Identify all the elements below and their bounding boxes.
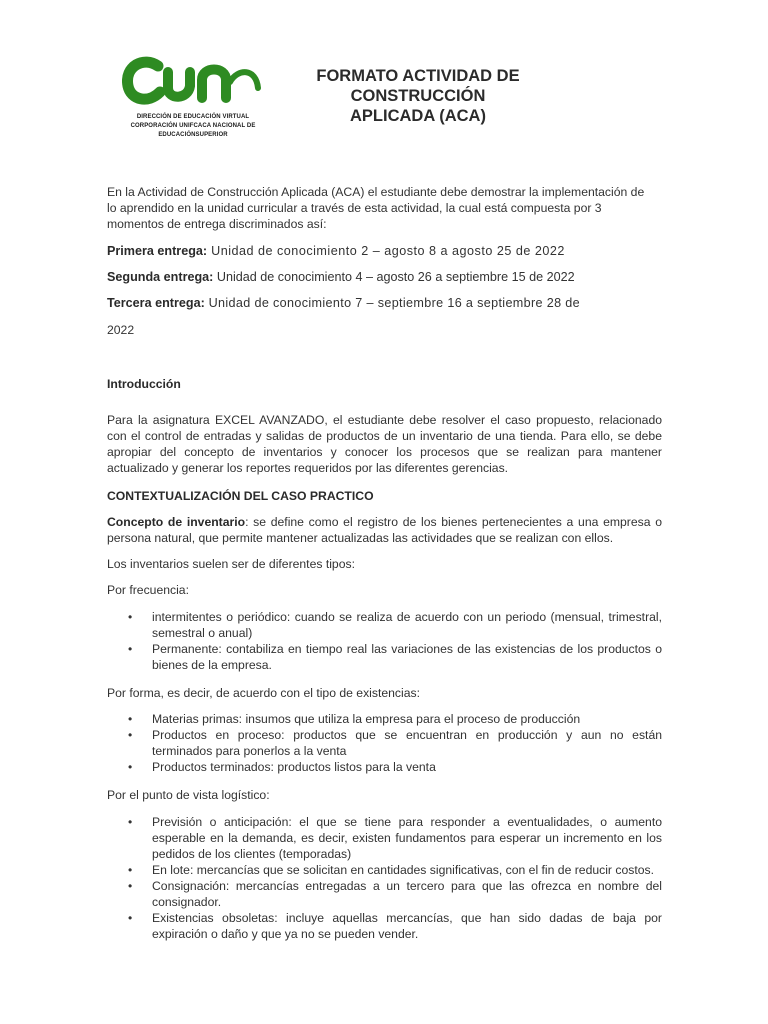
logistic-list — [107, 814, 662, 942]
delivery-text: Unidad de conocimiento 7 – septiembre 16 a septiembre 28 de — [204, 296, 581, 310]
delivery-3-continuation: 2022 — [107, 323, 135, 337]
delivery-label: Tercera entrega: — [107, 296, 205, 310]
section-heading — [107, 376, 662, 392]
concept-text: : se define como el registro de los bienes pertenecientes a una empresa o persona natural, que permite mantener actualizadas las actividades que se realizan con ellos. — [107, 515, 662, 545]
cun-logo — [122, 52, 262, 108]
list-item: • Existencias obsoletas: incluye aquellas mercancías, que han sido dadas de baja por expiración o daño y que ya no se pueden vender. — [107, 910, 662, 942]
list-item: • Materias primas: insumos que utiliza la empresa para el proceso de producción — [107, 711, 662, 727]
logistic-label: Por el punto de vista logístico: — [107, 788, 270, 802]
frequency-list — [107, 609, 662, 673]
list-item: • Productos en proceso: productos que se encuentran en producción y aun no están terminados para ponerlos a la venta — [107, 727, 662, 759]
logo-caption — [118, 113, 268, 140]
delivery-text: Unidad de conocimiento 2 – agosto 8 a agosto 25 de 2022 — [207, 244, 565, 258]
list-item: • intermitentes o periódico: cuando se realiza de acuerdo con un periodo (mensual, trimestral, semestral o anual) — [107, 609, 662, 641]
title-line: FORMATO ACTIVIDAD DE CONSTRUCCIÓN — [316, 67, 520, 105]
list-item: • Previsión o anticipación: el que se tiene para responder a eventualidades, o aumento esperable en la demanda, es decir, existen fundamentos para esperar un incremento en los pedidos de los clientes (temporadas) — [107, 814, 662, 862]
title-line: APLICADA (ACA) — [350, 107, 486, 125]
intro-paragraph: En la Actividad de Construcción Aplicada (ACA) el estudiante debe demostrar la implementación de lo aprendido en la unidad curricular a través de esta actividad, la cual está compuesta por 3 momentos de entrega discriminados así: — [107, 185, 645, 231]
concept-label: Concepto de inventario — [107, 515, 246, 529]
frequency-label: Por frecuencia: — [107, 583, 189, 597]
list-item: • Permanente: contabiliza en tiempo real las variaciones de las existencias de los productos o bienes de la empresa. — [107, 641, 662, 673]
list-item: • Productos terminados: productos listos para la venta — [107, 759, 662, 775]
list-item: • Consignación: mercancías entregadas a un tercero para que las ofrezca en nombre del consignador. — [107, 878, 662, 910]
logo-caption-line: EDUCACIÓNSUPERIOR — [158, 132, 228, 138]
section-heading — [107, 488, 662, 504]
logo-caption-line: CORPORACIÓN UNIFCACA NACIONAL DE — [130, 123, 256, 129]
delivery-2 — [107, 269, 662, 285]
delivery-3 — [107, 295, 662, 311]
delivery-label: Segunda entrega: — [107, 270, 214, 284]
introduccion-paragraph: Para la asignatura EXCEL AVANZADO, el estudiante debe resolver el caso propuesto, relacionado con el control de entradas y salidas de productos de un inventario de una tienda. Para ello, se debe apropiar del concepto de inventarios y conocer los procesos que se realizan para mantener actualizado y generar los reportes requeridos por las diferentes gerencias. — [107, 413, 662, 475]
page-title — [268, 66, 568, 126]
form-list — [107, 711, 662, 775]
section-heading-text: CONTEXTUALIZACIÓN DEL CASO PRACTICO — [107, 489, 374, 503]
delivery-1 — [107, 243, 662, 259]
section-heading-text: Introducción — [107, 377, 181, 391]
types-intro: Los inventarios suelen ser de diferentes tipos: — [107, 557, 355, 571]
list-item: • En lote: mercancías que se solicitan en cantidades significativas, con el fin de reducir costos. — [107, 862, 662, 878]
concept-paragraph — [107, 514, 662, 546]
form-label: Por forma, es decir, de acuerdo con el tipo de existencias: — [107, 686, 420, 700]
logo-caption-line: DIRECCIÓN DE EDUCACIÓN VIRTUAL — [136, 114, 250, 120]
delivery-label: Primera entrega: — [107, 244, 208, 258]
delivery-text: Unidad de conocimiento 4 – agosto 26 a septiembre 15 de 2022 — [213, 270, 575, 284]
